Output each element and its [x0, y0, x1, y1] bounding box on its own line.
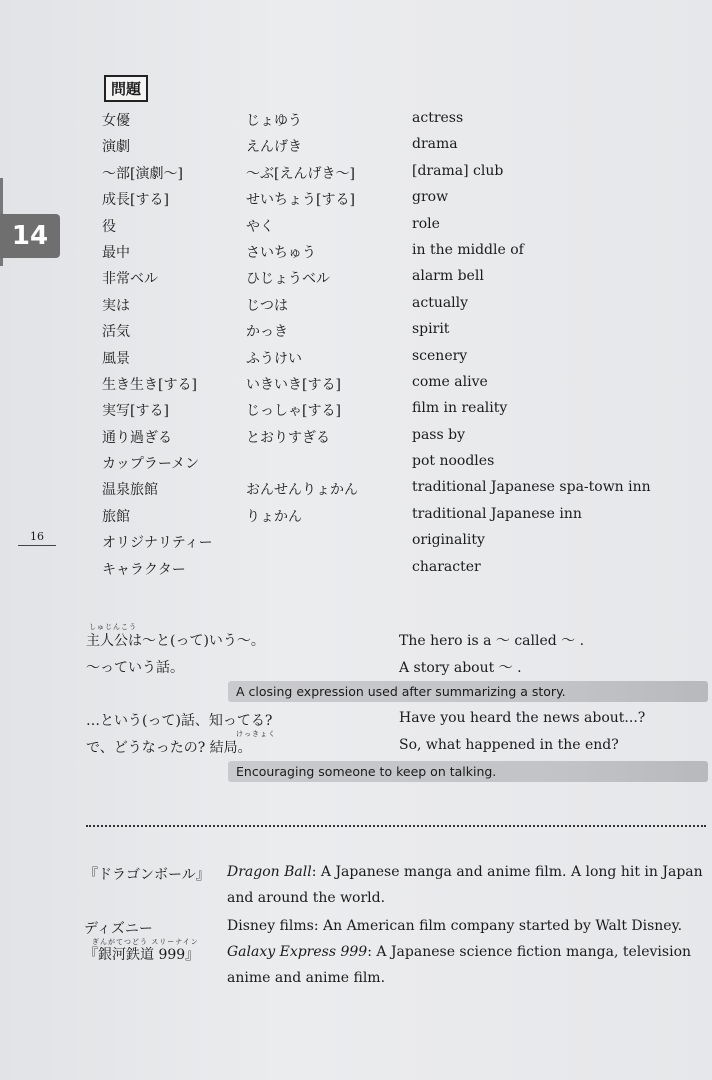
vocab-en: spirit	[412, 321, 450, 338]
phrase-3-en: Have you heard the news about...?	[399, 710, 646, 726]
note-term-disney: ディズニー	[84, 921, 153, 937]
vocab-row	[0, 106, 712, 132]
vocab-kana: じっしゃ[する]	[246, 403, 341, 420]
vocab-row	[0, 370, 712, 396]
vocab-row	[0, 159, 712, 185]
vocab-en: film in reality	[412, 400, 508, 417]
note-title-dragonball: Dragon Ball	[227, 864, 312, 880]
vocab-row	[0, 475, 712, 501]
phrase-4-en: So, what happened in the end?	[399, 737, 619, 753]
vocab-en: originality	[412, 532, 485, 549]
chapter-tab: 14	[0, 214, 60, 258]
vocab-kana: さいちゅう	[246, 244, 316, 261]
vocab-jp: 旅館	[102, 508, 130, 525]
vocab-en: drama	[412, 136, 458, 153]
vocab-en: pass by	[412, 426, 465, 443]
vocab-jp: キャラクター	[102, 561, 186, 578]
vocab-row	[0, 555, 712, 581]
vocab-jp: オリジナリティー	[102, 535, 213, 552]
vocab-jp: カップラーメン	[102, 456, 200, 473]
vocab-jp: 風景	[102, 350, 130, 367]
note-term-galaxy	[84, 938, 200, 964]
vocab-jp: 活気	[102, 324, 130, 341]
vocab-en: scenery	[412, 347, 468, 364]
phrase-1-jp	[86, 623, 265, 650]
note-desc-galaxy: : A Japanese science fiction manga, television anime and anime film.	[227, 944, 692, 986]
dotted-divider	[86, 825, 706, 827]
vocab-kana: とおりすぎる	[246, 429, 330, 446]
phrase-2-en: A story about 〜 .	[399, 660, 522, 676]
vocab-kana: おんせんりょかん	[246, 482, 358, 499]
note-term-galaxy-text: 『銀河鉄道 999』	[84, 947, 200, 963]
phrase-1-text: 主人公は〜と(って)いう〜。	[86, 633, 265, 649]
note-title-galaxy: Galaxy Express 999	[227, 944, 368, 960]
vocab-jp: 実は	[102, 297, 130, 314]
vocab-jp: 役	[102, 218, 116, 235]
vocab-row	[0, 317, 712, 343]
vocab-en: actually	[412, 294, 469, 311]
phrase-4-jp	[86, 730, 276, 757]
note-ruby-galaxy: ぎんがてつどう スリーナイン	[92, 938, 199, 946]
vocab-row	[0, 344, 712, 370]
vocab-en: traditional Japanese spa-town inn	[412, 479, 651, 496]
vocab-jp: 温泉旅館	[102, 482, 158, 499]
vocab-jp: 演劇	[102, 139, 130, 156]
vocab-kana: せいちょう[する]	[246, 192, 355, 209]
vocab-row	[0, 132, 712, 158]
vocab-en: in the middle of	[412, 241, 524, 258]
vocab-jp: 生き生き[する]	[102, 376, 197, 393]
note-text-dragonball	[227, 859, 707, 911]
vocab-en: pot noodles	[412, 453, 495, 470]
usage-band-1: A closing expression used after summarizing a story.	[228, 681, 708, 702]
vocab-jp: 通り過ぎる	[102, 429, 172, 446]
vocab-kana: ふうけい	[246, 350, 302, 367]
note-text-galaxy	[227, 939, 707, 991]
vocab-en: alarm bell	[412, 268, 484, 285]
vocab-row	[0, 291, 712, 317]
vocab-kana: かっき	[246, 324, 288, 341]
note-term-dragonball: 『ドラゴンボール』	[84, 867, 210, 883]
vocabulary-list	[0, 106, 712, 581]
vocab-en: come alive	[412, 373, 488, 390]
vocab-row	[0, 396, 712, 422]
phrase-3-jp: …という(って)話、知ってる?	[86, 713, 273, 729]
vocab-en: grow	[412, 189, 449, 206]
vocab-row	[0, 528, 712, 554]
vocab-jp: 非常ベル	[102, 271, 158, 288]
phrase-4-ruby: けっきょく	[236, 730, 276, 738]
vocab-jp: 実写[する]	[102, 403, 169, 420]
vocab-kana: ひじょうベル	[246, 271, 330, 288]
vocab-jp: 最中	[102, 244, 130, 261]
phrase-1-ruby: しゅじんこう	[89, 623, 137, 631]
vocab-en: role	[412, 215, 440, 232]
vocab-kana: じつは	[246, 297, 288, 314]
vocab-row	[0, 449, 712, 475]
vocab-kana: えんげき	[246, 139, 302, 156]
vocab-row	[0, 423, 712, 449]
phrase-1-en: The hero is a 〜 called 〜 .	[399, 633, 585, 649]
vocab-row	[0, 264, 712, 290]
vocab-en: actress	[412, 110, 464, 126]
vocab-kana: りょかん	[246, 508, 302, 525]
phrase-2-jp: 〜っていう話。	[86, 660, 184, 676]
note-text-disney: Disney films: An American film company started by Walt Disney.	[227, 918, 683, 934]
note-desc-dragonball: : A Japanese manga and anime film. A long hit in Japan and around the world.	[227, 864, 703, 906]
vocab-row	[0, 238, 712, 264]
page-number: 16	[18, 530, 56, 546]
vocab-jp: 成長[する]	[102, 192, 169, 209]
vocab-en: [drama] club	[412, 162, 504, 179]
vocab-kana: やく	[246, 218, 274, 235]
vocab-kana: いきいき[する]	[246, 376, 341, 393]
vocab-row	[0, 502, 712, 528]
vocab-jp: 〜部[演劇〜]	[102, 165, 183, 182]
usage-band-2: Encouraging someone to keep on talking.	[228, 761, 708, 782]
vocab-row	[0, 185, 712, 211]
vocab-jp: 女優	[102, 113, 130, 129]
vocab-en: character	[412, 558, 481, 575]
vocab-kana: 〜ぶ[えんげき〜]	[246, 165, 355, 182]
section-label: 問題	[104, 75, 148, 102]
vocab-en: traditional Japanese inn	[412, 505, 582, 522]
vocab-row	[0, 212, 712, 238]
vocab-kana: じょゆう	[246, 113, 302, 129]
phrase-4-text: で、どうなったの? 結局。	[86, 740, 252, 756]
